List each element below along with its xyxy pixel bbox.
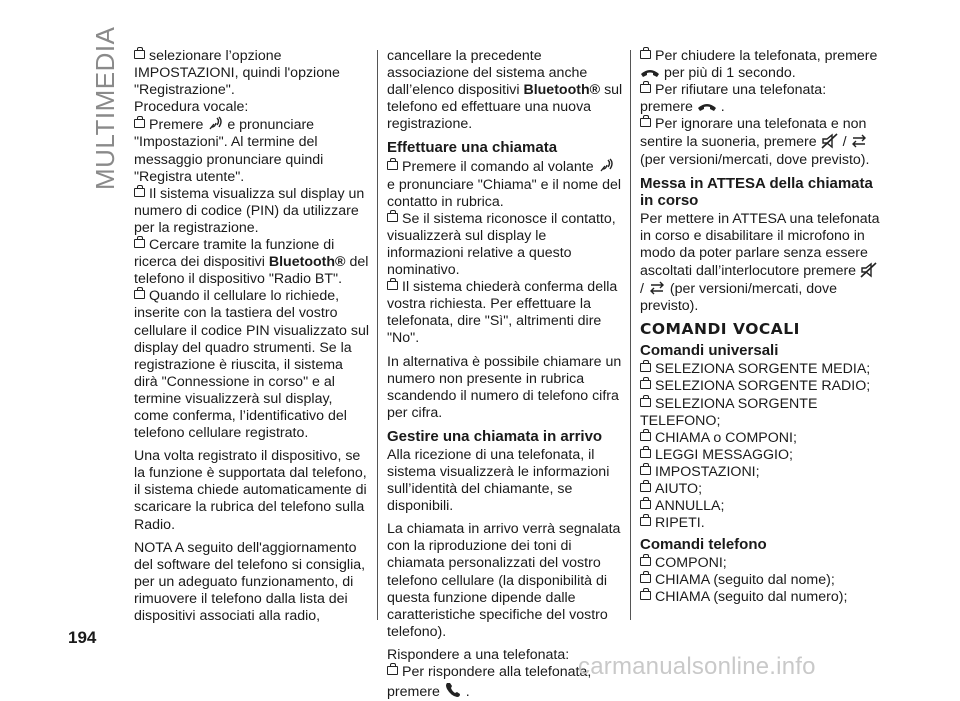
paragraph: La chiamata in arrivo verrà segnalata con la riproduzione dei toni di chiamata personalizzati del vostro telefono cellulare (la disponibilità di questa funzione dipende dalle caratteristiche specifiche del vostro telefono). <box>387 521 621 640</box>
heading-hold: Messa in ATTESA della chiamata in corso <box>640 174 873 209</box>
bullet-icon <box>387 161 398 170</box>
section-tab <box>60 26 120 200</box>
bullet-icon <box>640 84 651 93</box>
bullet-item: Per ignorare una telefonata e non sentire la suoneria, premere / (per versioni/mercati, dove previsto). <box>640 116 870 168</box>
paragraph: Per mettere in ATTESA una telefonata in corso e disabilitare il microfono in modo da poter parlare senza essere ascoltati dall’interlocutore premere / (per versioni/mercati, dove previsto). <box>640 210 880 315</box>
bullet-item: Per rispondere alla telefonata, premere . <box>387 664 592 701</box>
phone-list <box>640 555 880 606</box>
heading-universal: Comandi universali <box>640 342 779 360</box>
hold-toggle-icon <box>648 280 666 296</box>
bullet-item: Se il sistema riconosce il contatto, visualizzerà sul display le informazioni relative a questo nominativo. <box>387 210 616 279</box>
list-item: SELEZIONA SORGENTE MEDIA; <box>640 361 880 378</box>
bullet-icon <box>134 188 145 197</box>
bullet-icon <box>640 557 651 566</box>
heading-call: Effettuare una chiamata <box>387 139 558 157</box>
bullet-icon <box>640 380 651 389</box>
voice-command-icon <box>207 116 223 132</box>
bullet-icon <box>134 119 145 128</box>
column-divider <box>630 50 631 620</box>
paragraph: Rispondere a una telefonata: <box>387 646 570 663</box>
bullet-icon <box>640 591 651 600</box>
column-divider <box>377 50 378 620</box>
list-item: SELEZIONA SORGENTE RADIO; <box>640 378 880 395</box>
bullet-item: Per chiudere la telefonata, premere per più di 1 secondo. <box>640 48 880 82</box>
paragraph: Procedura vocale: <box>134 99 249 116</box>
bullet-icon <box>134 290 145 299</box>
voice-command-icon <box>598 158 614 174</box>
mute-icon <box>821 133 839 149</box>
bullet-item: Il sistema chiederà conferma della vostra richiesta. Per effettuare la telefonata, dire "Sì", altrimenti dire "No". <box>387 279 618 347</box>
heading-voice-commands: COMANDI VOCALI <box>640 320 800 339</box>
bullet-icon <box>640 517 651 526</box>
paragraph: NOTA A seguito dell'aggiornamento del software del telefono si consiglia, per un adeguato funzionamento, di rimuovere il telefono dalla lista dei dispositivi associati alla radio, <box>134 539 366 624</box>
bullet-icon <box>640 574 651 583</box>
bullet-icon <box>387 281 398 290</box>
paragraph: Una volta registrato il dispositivo, se la funzione è supportata dal telefono, il sistema chiede automaticamente di scaricare la rubrica del telefono sulla Radio. <box>134 448 367 533</box>
list-item: AIUTO; <box>640 481 880 498</box>
list-item: ANNULLA; <box>640 498 880 515</box>
phone-answer-icon <box>444 681 462 699</box>
list-item: COMPONI; <box>640 555 880 572</box>
bullet-item: Premere il comando al volante e pronunciare "Chiama" e il nome del contatto in rubrica. <box>387 159 622 210</box>
bullet-icon <box>640 50 651 59</box>
mute-icon <box>860 262 878 278</box>
bullet-icon <box>640 398 651 407</box>
column-2 <box>387 48 623 701</box>
column-3 <box>640 48 880 607</box>
list-item: RIPETI. <box>640 515 880 532</box>
paragraph: cancellare la precedente associazione del sistema anche dall’elenco dispositivi Bluetooth® sul telefono ed effettuare una nuova registrazione. <box>387 48 623 133</box>
bullet-item: Il sistema visualizza sul display un numero di codice (PIN) da utilizzare per la registrazione. <box>134 185 365 236</box>
heading-phone: Comandi telefono <box>640 536 767 554</box>
list-item: CHIAMA (seguito dal numero); <box>640 589 880 606</box>
bullet-item: Premere e pronunciare "Impostazioni". Al termine del messaggio pronunciare quindi "Registra utente". <box>134 117 324 185</box>
list-item: SELEZIONA SORGENTE TELEFONO; <box>640 395 818 429</box>
bullet-icon <box>640 483 651 492</box>
paragraph: Alla ricezione di una telefonata, il sistema visualizzerà le informazioni sull’identità del chiamante, se disponibili. <box>387 446 610 515</box>
list-item: LEGGI MESSAGGIO; <box>640 447 880 464</box>
heading-incoming: Gestire una chiamata in arrivo <box>387 427 603 445</box>
bullet-icon <box>640 500 651 509</box>
bullet-icon <box>134 239 145 248</box>
phone-hangup-icon <box>697 100 717 114</box>
column-1 <box>134 48 370 631</box>
bullet-item: selezionare l’opzione IMPOSTAZIONI, quindi l'opzione "Registrazione". <box>134 48 340 99</box>
bullet-icon <box>640 118 651 127</box>
bullet-icon <box>640 432 651 441</box>
list-item: CHIAMA o COMPONI; <box>640 430 880 447</box>
watermark: carmanualsonline.info <box>578 653 816 680</box>
universal-list <box>640 361 880 532</box>
bullet-icon <box>387 213 398 222</box>
bullet-item: Quando il cellulare lo richiede, inserite con la tastiera del vostro cellulare il codice PIN visualizzato sul display del quadro strumenti. Se la registrazione è riuscita, il sistema dirà "Connessione in corso" e al termine visualizzerà sul display, come conferma, l’identificativo del telefono cellulare registrato. <box>134 288 369 442</box>
bullet-icon <box>640 466 651 475</box>
list-item: CHIAMA (seguito dal nome); <box>640 572 880 589</box>
bullet-icon <box>640 449 651 458</box>
phone-hangup-icon <box>640 66 660 80</box>
section-tab-label: MULTIMEDIA <box>90 26 120 190</box>
page-number: 194 <box>68 628 97 647</box>
paragraph: In alternativa è possibile chiamare un numero non presente in rubrica scandendo il numero di telefono cifra per cifra. <box>387 353 622 421</box>
hold-toggle-icon <box>850 133 868 149</box>
bullet-icon <box>640 363 651 372</box>
bullet-item: Cercare tramite la funzione di ricerca dei dispositivi Bluetooth® del telefono il dispositivo "Radio BT". <box>134 237 369 288</box>
bullet-icon <box>387 666 398 675</box>
bullet-item: Per rifiutare una telefonata: premere . <box>640 82 827 116</box>
bullet-icon <box>134 50 145 59</box>
list-item: IMPOSTAZIONI; <box>640 464 880 481</box>
